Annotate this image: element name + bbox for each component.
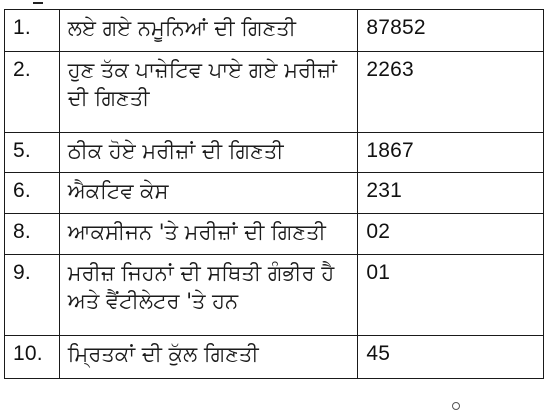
scan-mark: [33, 2, 43, 4]
row-description: ਲਏ ਗਏ ਨਮੂਨਿਆਂ ਦੀ ਗਿਣਤੀ: [59, 10, 358, 52]
table-row: [5, 10, 544, 52]
table-row: [5, 255, 544, 336]
serial-number: 1.: [5, 10, 60, 52]
row-description: ਆਕਸੀਜਨ 'ਤੇ ਮਰੀਜ਼ਾਂ ਦੀ ਗਿਣਤੀ: [59, 214, 358, 255]
table-row: [5, 133, 544, 173]
row-description: ਮ੍ਰਿਤਕਾਂ ਦੀ ਕੁੱਲ ਗਿਣਤੀ: [59, 336, 358, 379]
serial-number: 8.: [5, 214, 60, 255]
row-value: 231: [358, 173, 544, 214]
statistics-table: [4, 9, 544, 379]
row-value: 2263: [358, 52, 544, 133]
serial-number: 6.: [5, 173, 60, 214]
table-row: [5, 336, 544, 379]
serial-number: 10.: [5, 336, 60, 379]
row-value: 1867: [358, 133, 544, 173]
row-value: 87852: [358, 10, 544, 52]
serial-number: 9.: [5, 255, 60, 336]
serial-number: 5.: [5, 133, 60, 173]
serial-number: 2.: [5, 52, 60, 133]
row-description: ਮਰੀਜ਼ ਜਿਹਨਾਂ ਦੀ ਸਥਿਤੀ ਗੰਭੀਰ ਹੈ ਅਤੇ ਵੈਂਟੀਲੇਟਰ 'ਤੇ ਹਨ: [59, 255, 358, 336]
row-description: ਠੀਕ ਹੋਏ ਮਰੀਜ਼ਾਂ ਦੀ ਗਿਣਤੀ: [59, 133, 358, 173]
scan-mark: [452, 402, 460, 410]
row-value: 01: [358, 255, 544, 336]
table-row: [5, 173, 544, 214]
table-row: [5, 214, 544, 255]
table-row: [5, 52, 544, 133]
row-value: 02: [358, 214, 544, 255]
row-description: ਐਕਟਿਵ ਕੇਸ: [59, 173, 358, 214]
row-description: ਹੁਣ ਤੱਕ ਪਾਜ਼ੇਟਿਵ ਪਾਏ ਗਏ ਮਰੀਜ਼ਾਂ ਦੀ ਗਿਣਤੀ: [59, 52, 358, 133]
row-value: 45: [358, 336, 544, 379]
